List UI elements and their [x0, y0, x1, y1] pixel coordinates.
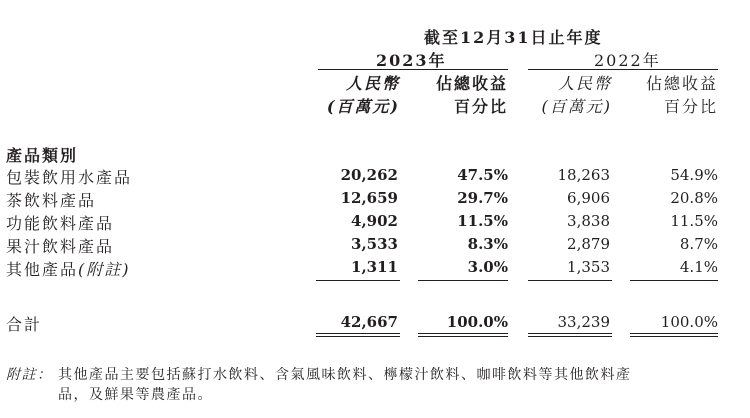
- total-value-2023: 42,667: [340, 313, 398, 331]
- row-label-note-ref: (附註): [78, 260, 131, 279]
- percent-2022: 8.7%: [679, 235, 718, 253]
- value-2023: 4,902: [351, 212, 398, 230]
- total-double-rule: [528, 333, 612, 337]
- total-label: 合計: [6, 315, 43, 334]
- subtotal-rule: [418, 280, 508, 281]
- percent-2023: 47.5%: [457, 166, 508, 184]
- year-2022-underline: [528, 69, 718, 70]
- value-2022: 6,906: [567, 189, 610, 207]
- subtotal-rule: [316, 280, 400, 281]
- percent-2023: 3.0%: [467, 258, 508, 276]
- percent-2022: 54.9%: [670, 166, 718, 184]
- col-rmb-2022-line1: 人民幣: [557, 74, 612, 93]
- row-label: [6, 257, 131, 280]
- row-label: 果汁飲料產品: [6, 237, 115, 256]
- row-label-main: 其他產品: [6, 260, 79, 279]
- value-2023: 20,262: [340, 166, 398, 184]
- percent-2022: 20.8%: [670, 189, 718, 207]
- percent-2022: 4.1%: [679, 258, 718, 276]
- value-2023: 12,659: [340, 189, 398, 207]
- value-2022: 1,353: [567, 258, 610, 276]
- footnote-prefix: 附註：: [6, 367, 53, 383]
- subtotal-rule: [630, 280, 718, 281]
- col-pct-2022-line2: 百分比: [663, 97, 718, 116]
- total-value-2022: 33,239: [557, 313, 610, 331]
- total-double-rule: [316, 333, 400, 337]
- value-2022: 3,838: [567, 212, 610, 230]
- period-heading: 截至12月31日止年度: [424, 28, 603, 47]
- col-pct-2022-line1: 佔總收益: [645, 74, 718, 93]
- total-percent-2022: 100.0%: [660, 313, 718, 331]
- col-pct-2023-line2: 百分比: [453, 97, 508, 116]
- total-double-rule: [630, 333, 718, 337]
- value-2022: 2,879: [567, 235, 610, 253]
- footnote-line1: 其他產品主要包括蘇打水飲料、含氣風味飲料、檸檬汁飲料、咖啡飲料等其他飲料產: [58, 367, 632, 383]
- percent-2023: 8.3%: [467, 235, 508, 253]
- col-pct-2023-line1: 佔總收益: [435, 74, 508, 93]
- year-2022-heading: 2022年: [594, 51, 661, 70]
- total-percent-2023: 100.0%: [446, 313, 508, 331]
- year-2023-heading: 2023年: [376, 51, 447, 70]
- percent-2023: 29.7%: [457, 189, 508, 207]
- footnote-line2: 品，及鮮果等農產品。: [58, 387, 213, 403]
- subtotal-rule: [528, 280, 612, 281]
- section-title: 產品類別: [6, 146, 79, 165]
- row-label: 包裝飲用水產品: [6, 168, 133, 187]
- col-rmb-2022-line2: (百萬元): [541, 97, 612, 116]
- value-2023: 1,311: [351, 258, 398, 276]
- total-double-rule: [418, 333, 508, 337]
- col-rmb-2023-line1: 人民幣: [345, 74, 400, 93]
- percent-2022: 11.5%: [670, 212, 718, 230]
- percent-2023: 11.5%: [457, 212, 508, 230]
- year-2023-underline: [318, 69, 508, 70]
- value-2023: 3,533: [351, 235, 398, 253]
- col-rmb-2023-line2: (百萬元): [326, 97, 400, 116]
- row-label: 茶飲料產品: [6, 191, 97, 210]
- row-label: 功能飲料產品: [6, 214, 115, 233]
- value-2022: 18,263: [557, 166, 610, 184]
